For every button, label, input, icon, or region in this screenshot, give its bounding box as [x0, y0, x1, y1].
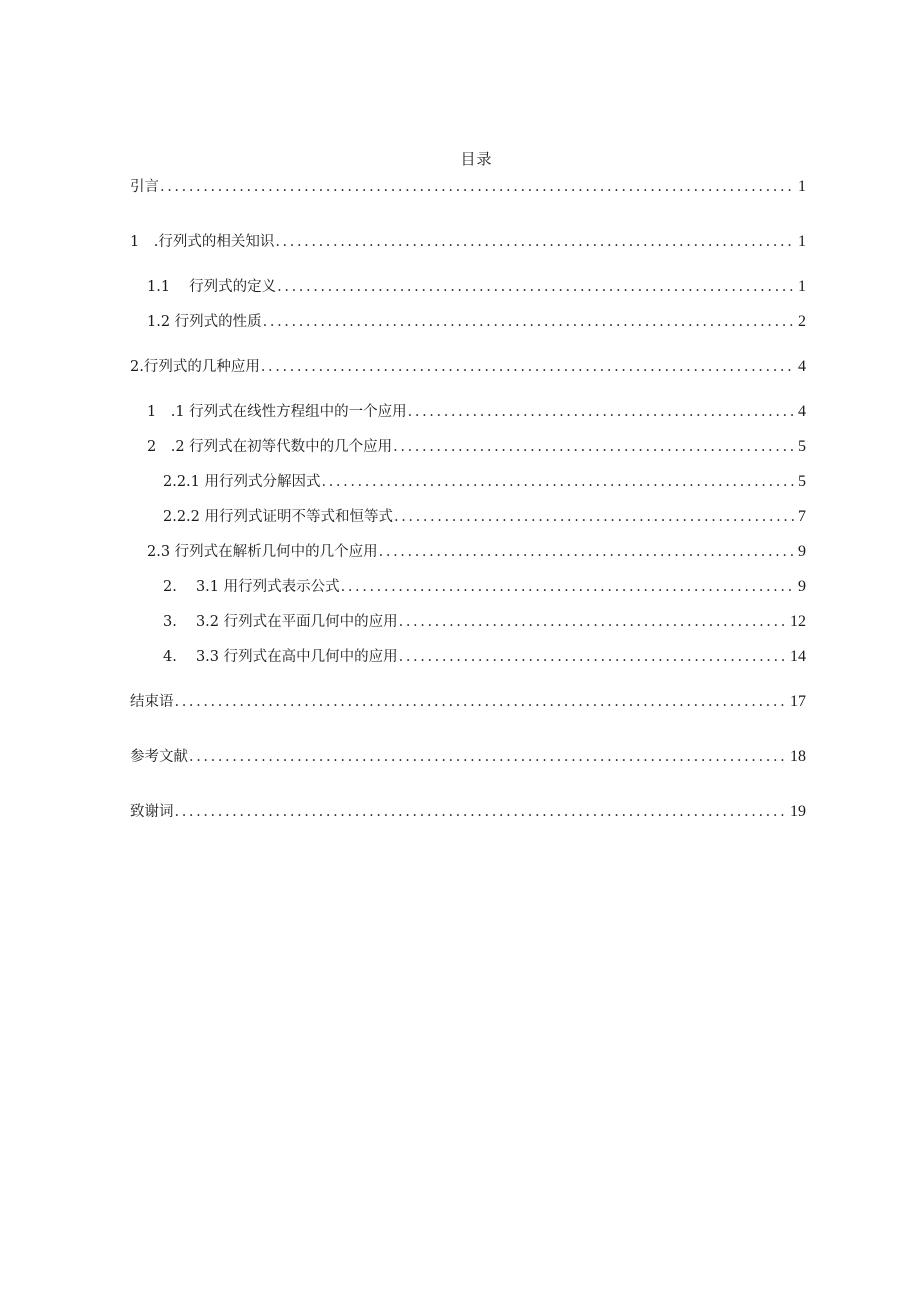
toc-entry-page: 14	[790, 648, 806, 665]
toc-leader-dots	[277, 276, 795, 298]
toc-entry-page: 2	[798, 313, 806, 330]
toc-entry-intro[interactable]	[0, 176, 806, 198]
toc-entry-1-2[interactable]	[0, 311, 806, 333]
toc-leader-dots	[393, 436, 795, 458]
toc-entry-2-2-1[interactable]	[0, 471, 806, 493]
toc-entry-label: 2.3 行列式在解析几何中的几个应用	[147, 544, 378, 560]
toc-leader-dots	[341, 576, 795, 598]
toc-entry-2-3-2[interactable]	[0, 611, 806, 633]
toc-entry-page: 5	[798, 438, 806, 455]
toc-entry-label: 结束语	[130, 694, 174, 710]
toc-entry-2-3-3[interactable]	[0, 646, 806, 668]
toc-leader-dots	[399, 646, 787, 668]
toc-entry-2-3[interactable]	[0, 541, 806, 563]
toc-entry-acknowledgements[interactable]	[0, 801, 806, 823]
toc-entry-page: 4	[798, 403, 806, 420]
toc-leader-dots	[399, 611, 787, 633]
toc-entry-2-1[interactable]	[0, 401, 806, 423]
toc-entry-label: 致谢词	[130, 804, 174, 820]
toc-entry-label: 1 .行列式的相关知识	[130, 234, 275, 250]
toc-entry-2-3-1[interactable]	[0, 576, 806, 598]
toc-title: 目录	[460, 150, 493, 168]
toc-leader-dots	[189, 746, 787, 768]
toc-entry-label: 2.2.2 用行列式证明不等式和恒等式	[163, 509, 394, 525]
toc-entry-page: 1	[798, 278, 806, 295]
toc-entry-page: 18	[790, 748, 806, 765]
toc-entry-page: 9	[798, 578, 806, 595]
toc-entry-page: 12	[790, 613, 806, 630]
toc-entry-2-2[interactable]	[0, 436, 806, 458]
toc-entry-label: 参考文献	[130, 749, 188, 765]
toc-leader-dots	[322, 471, 795, 493]
toc-entry-label: 1.1 行列式的定义	[147, 279, 277, 295]
toc-entry-page: 1	[798, 233, 806, 250]
toc-entry-label: 2.2.1 用行列式分解因式	[163, 474, 321, 490]
toc-entry-label: 1.2 行列式的性质	[147, 314, 262, 330]
toc-entry-page: 4	[798, 358, 806, 375]
toc-entry-page: 1	[798, 178, 806, 195]
toc-leader-dots	[394, 506, 795, 528]
toc-leader-dots	[275, 231, 795, 253]
toc-leader-dots	[160, 176, 795, 198]
toc-entry-label: 2. 3.1 用行列式表示公式	[163, 579, 340, 595]
toc-entry-label: 1 .1 行列式在线性方程组中的一个应用	[147, 404, 407, 420]
toc-leader-dots	[175, 691, 788, 713]
toc-entry-label: 2 .2 行列式在初等代数中的几个应用	[147, 439, 393, 455]
toc-entry-2-2-2[interactable]	[0, 506, 806, 528]
toc-entry-label: 2.行列式的几种应用	[130, 359, 260, 375]
toc-entry-2[interactable]	[0, 356, 806, 378]
toc-leader-dots	[408, 401, 795, 423]
toc-entry-page: 5	[798, 473, 806, 490]
toc-entry-conclusion[interactable]	[0, 691, 806, 713]
toc-entry-label: 4. 3.3 行列式在高中几何中的应用	[163, 649, 398, 665]
toc-entry-page: 19	[790, 803, 806, 820]
toc-entry-1-1[interactable]	[0, 276, 806, 298]
toc-leader-dots	[261, 356, 795, 378]
toc-leader-dots	[263, 311, 795, 333]
toc-entry-page: 9	[798, 543, 806, 560]
toc-entry-label: 3. 3.2 行列式在平面几何中的应用	[163, 614, 398, 630]
toc-leader-dots	[379, 541, 795, 563]
toc-entry-page: 7	[798, 508, 806, 525]
toc-leader-dots	[175, 801, 788, 823]
toc-entry-references[interactable]	[0, 746, 806, 768]
toc-entry-label: 引言	[130, 179, 159, 195]
toc-entry-page: 17	[790, 693, 806, 710]
toc-entry-1[interactable]	[0, 231, 806, 253]
